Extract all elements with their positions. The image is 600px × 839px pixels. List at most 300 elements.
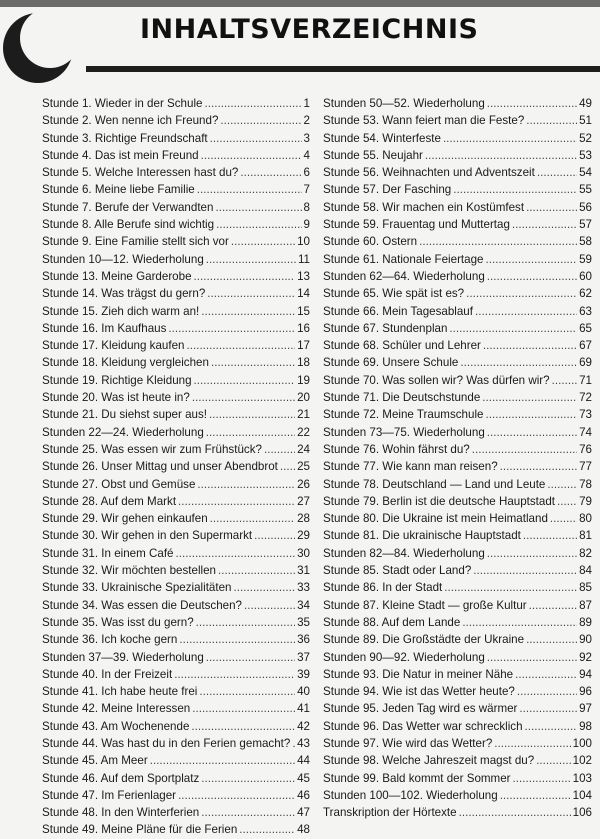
toc-entry: [42, 666, 310, 683]
toc-entry: [323, 649, 592, 666]
toc-entry-page: 7: [303, 183, 310, 197]
dot-leader: [280, 458, 295, 475]
toc-entry: [323, 510, 592, 527]
dot-leader: [194, 372, 296, 389]
toc-entry-title: Stunde 89. Die Großstädte der Ukraine: [323, 633, 525, 647]
toc-entry: [42, 164, 310, 181]
dot-leader: [513, 770, 571, 787]
toc-entry-page: 22: [297, 425, 310, 439]
toc-entry-title: Stunde 40. In der Freizeit: [42, 667, 173, 681]
toc-entry: [42, 251, 310, 268]
toc-entry-page: 41: [297, 702, 310, 716]
dot-leader: [536, 752, 570, 769]
toc-entry: [42, 95, 310, 112]
dot-leader: [485, 406, 577, 423]
toc-entry: [42, 700, 310, 717]
toc-entry: [323, 493, 592, 510]
toc-entry-title: Stunde 3. Richtige Freundschaft: [42, 131, 208, 145]
toc-entry-title: Stunde 72. Meine Traumschule: [323, 408, 484, 422]
toc-entry-title: Stunde 94. Wie ist das Wetter heute?: [323, 685, 515, 699]
toc-entry: [42, 441, 310, 458]
toc-entry-page: 52: [579, 131, 592, 145]
toc-entry-page: 46: [297, 788, 310, 802]
toc-entry-title: Stunde 70. Was sollen wir? Was dürfen wir?: [323, 373, 550, 387]
toc-entry: [42, 181, 310, 198]
toc-entry: [42, 130, 310, 147]
dot-leader: [483, 337, 577, 354]
toc-entry-title: Stunde 26. Unser Mittag und unser Abendbrot: [42, 460, 278, 474]
dot-leader: [552, 372, 577, 389]
toc-entry: [323, 268, 592, 285]
toc-entry: [323, 804, 592, 821]
toc-entry-page: 8: [303, 200, 310, 214]
toc-entry: [323, 718, 592, 735]
toc-entry: [42, 424, 310, 441]
toc-entry-page: 59: [579, 252, 592, 266]
dot-leader: [215, 199, 301, 216]
toc-entry: [323, 476, 592, 493]
title-underline: [86, 66, 600, 72]
toc-entry-page: 20: [297, 391, 310, 405]
dot-leader: [204, 95, 301, 112]
toc-entry: [323, 406, 592, 423]
toc-entry: [323, 424, 592, 441]
toc-entry-page: 37: [297, 650, 310, 664]
toc-entry-page: 30: [297, 546, 310, 560]
toc-entry-page: 27: [297, 494, 310, 508]
toc-entry-title: Stunde 46. Auf dem Sportplatz: [42, 771, 200, 785]
toc-entry-page: 47: [297, 806, 310, 820]
dot-leader: [529, 597, 577, 614]
toc-entry-page: 84: [579, 564, 592, 578]
toc-column-right: [323, 95, 592, 821]
toc-entry-title: Stunde 7. Berufe der Verwandten: [42, 200, 214, 214]
toc-entry: [42, 597, 310, 614]
toc-entry-title: Stunde 81. Die ukrainische Hauptstadt: [323, 529, 521, 543]
dot-leader: [460, 354, 577, 371]
toc-entry-page: 51: [579, 114, 592, 128]
toc-entry-page: 92: [579, 650, 592, 664]
dot-leader: [186, 337, 295, 354]
dot-leader: [175, 545, 295, 562]
toc-entry-title: Stunde 25. Was essen wir zum Frühstück?: [42, 442, 262, 456]
toc-entry-title: Stunde 18. Kleidung vergleichen: [42, 356, 209, 370]
toc-entry: [323, 216, 592, 233]
toc-entry-page: 76: [579, 442, 592, 456]
toc-entry: [323, 130, 592, 147]
toc-entry-page: 1: [303, 97, 310, 110]
toc-entry-title: Stunde 99. Bald kommt der Sommer: [323, 771, 511, 785]
toc-entry: [323, 389, 592, 406]
toc-entry: [42, 389, 310, 406]
dot-leader: [201, 804, 295, 821]
dot-leader: [199, 683, 295, 700]
dot-leader: [425, 147, 577, 164]
dot-leader: [264, 441, 295, 458]
toc-entry: [42, 510, 310, 527]
toc-entry: [42, 718, 310, 735]
toc-entry-title: Stunde 19. Richtige Kleidung: [42, 373, 192, 387]
toc-entry-page: 4: [303, 148, 310, 162]
toc-entry-title: Stunde 2. Wen nenne ich Freund?: [42, 114, 219, 128]
toc-entry-page: 34: [297, 598, 310, 612]
toc-entry-page: 49: [579, 97, 592, 110]
toc-entry-title: Stunde 57. Der Fasching: [323, 183, 452, 197]
dot-leader: [206, 251, 296, 268]
toc-entry-title: Stunde 71. Die Deutschstunde: [323, 391, 481, 405]
toc-entry-page: 97: [579, 702, 592, 716]
toc-entry: [42, 406, 310, 423]
toc-entry-title: Stunde 85. Stadt oder Land?: [323, 564, 472, 578]
toc-entry-page: 3: [303, 131, 310, 145]
toc-entry-page: 16: [297, 321, 310, 335]
toc-entry: [42, 337, 310, 354]
toc-entry: [42, 354, 310, 371]
toc-entry: [42, 527, 310, 544]
dot-leader: [191, 718, 295, 735]
dot-leader: [201, 303, 295, 320]
toc-column-left: [42, 95, 310, 839]
toc-entry-title: Stunde 44. Was hast du in den Ferien gemacht?: [42, 736, 291, 750]
dot-leader: [210, 510, 295, 527]
toc-entry-page: 31: [297, 564, 310, 578]
toc-entry: [323, 354, 592, 371]
dot-leader: [194, 268, 296, 285]
toc-entry-page: 72: [579, 391, 592, 405]
toc-entry: [42, 320, 310, 337]
toc-entry: [42, 821, 310, 838]
dot-leader: [500, 787, 571, 804]
toc-entry-title: Stunde 16. Im Kaufhaus: [42, 321, 167, 335]
toc-entry-title: Stunde 28. Auf dem Markt: [42, 494, 177, 508]
toc-entry-page: 19: [297, 373, 310, 387]
toc-entry-page: 100: [572, 736, 592, 750]
dot-leader: [473, 562, 577, 579]
toc-entry-title: Stunde 80. Die Ukraine ist mein Heimatland: [323, 512, 548, 526]
dot-leader: [494, 735, 570, 752]
toc-entry-page: 44: [297, 754, 310, 768]
toc-entry: [42, 804, 310, 821]
toc-entry-page: 69: [579, 356, 592, 370]
toc-entry-page: 104: [572, 788, 592, 802]
toc-entry: [42, 683, 310, 700]
toc-entry: [323, 458, 592, 475]
toc-entry-title: Stunde 31. In einem Café: [42, 546, 174, 560]
toc-entry-page: 98: [579, 719, 592, 733]
dot-leader: [218, 562, 295, 579]
toc-entry-page: 33: [297, 581, 310, 595]
toc-entry: [323, 233, 592, 250]
toc-entry-title: Stunde 45. Am Meer: [42, 754, 148, 768]
toc-entry-title: Stunde 47. Im Ferienlager: [42, 788, 177, 802]
top-border: [0, 0, 600, 7]
toc-entry-title: Stunde 68. Schüler und Lehrer: [323, 339, 481, 353]
toc-entry: [323, 251, 592, 268]
dot-leader: [220, 112, 301, 129]
dot-leader: [487, 649, 577, 666]
toc-entry-title: Stunde 65. Wie spät ist es?: [323, 287, 465, 301]
toc-entry-title: Stunden 62—64. Wiederholung: [323, 269, 485, 283]
toc-entry: [323, 787, 592, 804]
dot-leader: [482, 389, 577, 406]
toc-entry: [42, 631, 310, 648]
toc-entry: [323, 683, 592, 700]
toc-entry-page: 53: [579, 148, 592, 162]
dot-leader: [487, 424, 577, 441]
dot-leader: [244, 597, 295, 614]
toc-entry-page: 85: [579, 581, 592, 595]
dot-leader: [472, 441, 577, 458]
toc-entry-page: 29: [297, 529, 310, 543]
toc-entry: [42, 112, 310, 129]
toc-entry-title: Stunde 96. Das Wetter war schrecklich: [323, 719, 523, 733]
dot-leader: [449, 320, 577, 337]
dot-leader: [462, 614, 577, 631]
toc-entry-title: Stunde 8. Alle Berufe sind wichtig: [42, 218, 215, 232]
dot-leader: [174, 666, 295, 683]
toc-entry-page: 65: [579, 321, 592, 335]
dot-leader: [179, 631, 295, 648]
toc-entry-title: Stunde 30. Wir gehen in den Supermarkt: [42, 529, 253, 543]
dot-leader: [178, 493, 295, 510]
toc-entry: [323, 752, 592, 769]
dot-leader: [233, 579, 295, 596]
toc-entry-title: Stunde 5. Welche Interessen hast du?: [42, 166, 239, 180]
toc-entry-page: 36: [297, 633, 310, 647]
toc-entry: [42, 787, 310, 804]
toc-entry: [323, 666, 592, 683]
toc-entry: [42, 476, 310, 493]
toc-entry-title: Stunden 82—84. Wiederholung: [323, 546, 485, 560]
toc-entry: [323, 337, 592, 354]
dot-leader: [517, 683, 577, 700]
toc-entry-title: Stunde 34. Was essen die Deutschen?: [42, 598, 243, 612]
dot-leader: [526, 199, 577, 216]
toc-entry-title: Stunde 98. Welche Jahreszeit magst du?: [323, 754, 535, 768]
toc-entry: [323, 527, 592, 544]
toc-entry-title: Stunde 17. Kleidung kaufen: [42, 339, 185, 353]
toc-entry-title: Stunde 33. Ukrainische Spezialitäten: [42, 581, 232, 595]
toc-entry-page: 67: [579, 339, 592, 353]
dot-leader: [168, 320, 295, 337]
toc-entry-title: Stunde 59. Frauentag und Muttertag: [323, 218, 510, 232]
toc-entry-title: Transkription der Hörtexte: [323, 806, 457, 820]
toc-entry: [42, 649, 310, 666]
dot-leader: [453, 181, 577, 198]
dot-leader: [206, 424, 295, 441]
dot-leader: [196, 614, 295, 631]
toc-entry-page: 56: [579, 200, 592, 214]
toc-entry-page: 25: [297, 460, 310, 474]
toc-entry-title: Stunde 95. Jeden Tag wird es wärmer: [323, 702, 518, 716]
toc-entry-page: 10: [297, 235, 310, 249]
toc-entry-page: 71: [579, 373, 592, 387]
toc-entry-page: 18: [297, 356, 310, 370]
toc-entry-page: 54: [579, 166, 592, 180]
crescent-moon-icon: [0, 4, 86, 84]
dot-leader: [216, 216, 301, 233]
toc-entry-page: 102: [572, 754, 592, 768]
dot-leader: [557, 493, 577, 510]
dot-leader: [550, 510, 577, 527]
toc-entry-page: 55: [579, 183, 592, 197]
toc-entry-title: Stunde 41. Ich habe heute frei: [42, 685, 198, 699]
toc-entry: [42, 303, 310, 320]
toc-entry-page: 79: [579, 494, 592, 508]
toc-entry: [323, 545, 592, 562]
toc-entry-page: 9: [303, 218, 310, 232]
toc-entry-title: Stunde 42. Meine Interessen: [42, 702, 191, 716]
toc-entry: [42, 752, 310, 769]
toc-entry-page: 57: [579, 218, 592, 232]
toc-entry-page: 82: [579, 546, 592, 560]
dot-leader: [526, 112, 577, 129]
dot-leader: [487, 95, 577, 112]
toc-entry-title: Stunde 9. Eine Familie stellt sich vor: [42, 235, 229, 249]
toc-entry: [323, 164, 592, 181]
page-title: INHALTSVERZEICHNIS: [140, 14, 479, 45]
toc-entry: [42, 147, 310, 164]
toc-entry-page: 87: [579, 598, 592, 612]
toc-entry-title: Stunde 86. In der Stadt: [323, 581, 443, 595]
toc-entry-page: 2: [303, 114, 310, 128]
toc-entry: [42, 579, 310, 596]
toc-entry-title: Stunde 60. Ostern: [323, 235, 418, 249]
toc-entry-page: 62: [579, 287, 592, 301]
toc-entry-page: 103: [572, 771, 592, 785]
dot-leader: [512, 216, 577, 233]
toc-entry: [323, 147, 592, 164]
toc-entry-page: 78: [579, 477, 592, 491]
toc-entry-page: 13: [297, 269, 310, 283]
toc-entry-page: 96: [579, 685, 592, 699]
dot-leader: [526, 631, 577, 648]
toc-entry: [323, 614, 592, 631]
dot-leader: [515, 666, 577, 683]
toc-entry: [42, 735, 310, 752]
toc-entry: [42, 372, 310, 389]
toc-entry-page: 14: [297, 287, 310, 301]
dot-leader: [443, 130, 577, 147]
toc-entry-title: Stunde 66. Mein Tagesablauf: [323, 304, 473, 318]
toc-entry-title: Stunden 50—52. Wiederholung: [323, 97, 485, 110]
toc-entry-page: 6: [303, 166, 310, 180]
dot-leader: [178, 787, 295, 804]
dot-leader: [487, 545, 577, 562]
toc-entry-title: Stunde 48. In den Winterferien: [42, 806, 200, 820]
toc-entry-page: 90: [579, 633, 592, 647]
toc-entry: [323, 320, 592, 337]
toc-entry-page: 40: [297, 685, 310, 699]
toc-entry-title: Stunde 27. Obst und Gemüse: [42, 477, 196, 491]
toc-entry: [323, 112, 592, 129]
toc-entry-title: Stunde 88. Auf dem Lande: [323, 615, 461, 629]
toc-entry-page: 81: [579, 529, 592, 543]
toc-entry-title: Stunden 10—12. Wiederholung: [42, 252, 204, 266]
toc-entry-page: 11: [297, 252, 310, 266]
toc-entry: [323, 631, 592, 648]
dot-leader: [487, 268, 577, 285]
toc-entry-title: Stunde 69. Unsere Schule: [323, 356, 459, 370]
toc-entry: [323, 372, 592, 389]
toc-entry-title: Stunde 4. Das ist mein Freund: [42, 148, 199, 162]
dot-leader: [210, 130, 302, 147]
toc-entry-page: 42: [297, 719, 310, 733]
toc-entry-page: 28: [297, 512, 310, 526]
toc-entry-page: 94: [579, 667, 592, 681]
dot-leader: [486, 251, 578, 268]
toc-entry-title: Stunde 29. Wir gehen einkaufen: [42, 512, 208, 526]
dot-leader: [211, 354, 295, 371]
toc-entry: [323, 597, 592, 614]
toc-entry: [323, 562, 592, 579]
dot-leader: [207, 285, 295, 302]
dot-leader: [466, 285, 577, 302]
dot-leader: [192, 389, 295, 406]
toc-entry: [323, 770, 592, 787]
toc-entry-title: Stunde 36. Ich koche gern: [42, 633, 178, 647]
toc-entry-page: 24: [297, 442, 310, 456]
toc-entry: [42, 545, 310, 562]
dot-leader: [444, 579, 577, 596]
toc-entry: [42, 493, 310, 510]
toc-entry-title: Stunde 35. Was isst du gern?: [42, 615, 194, 629]
toc-entry: [323, 735, 592, 752]
toc-entry-page: 63: [579, 304, 592, 318]
toc-entry-title: Stunde 6. Meine liebe Familie: [42, 183, 195, 197]
dot-leader: [254, 527, 295, 544]
dot-leader: [419, 233, 577, 250]
toc-entry: [42, 285, 310, 302]
toc-entry-title: Stunde 77. Wie kann man reisen?: [323, 460, 498, 474]
toc-entry-page: 80: [579, 512, 592, 526]
dot-leader: [500, 458, 577, 475]
toc-entry: [323, 199, 592, 216]
toc-entry-page: 21: [297, 408, 310, 422]
toc-entry-page: 73: [579, 408, 592, 422]
dot-leader: [523, 527, 577, 544]
dot-leader: [197, 476, 295, 493]
toc-entry-page: 43: [297, 736, 310, 750]
toc-entry-title: Stunde 78. Deutschland — Land und Leute: [323, 477, 546, 491]
dot-leader: [537, 164, 577, 181]
toc-entry-page: 77: [579, 460, 592, 474]
toc-entry: [323, 95, 592, 112]
dot-leader: [150, 752, 295, 769]
toc-entry-page: 26: [297, 477, 310, 491]
toc-entry: [42, 233, 310, 250]
toc-entry-page: 48: [297, 823, 310, 837]
toc-entry-title: Stunden 22—24. Wiederholung: [42, 425, 204, 439]
toc-entry: [42, 770, 310, 787]
toc-entry-page: 17: [297, 339, 310, 353]
dot-leader: [240, 164, 301, 181]
toc-entry-page: 15: [297, 304, 310, 318]
toc-entry-page: 58: [579, 235, 592, 249]
toc-entry-title: Stunde 21. Du siehst super aus!: [42, 408, 207, 422]
dot-leader: [231, 233, 295, 250]
toc-entry: [323, 285, 592, 302]
toc-entry: [42, 199, 310, 216]
toc-entry-title: Stunde 67. Stundenplan: [323, 321, 448, 335]
toc-entry-title: Stunde 54. Winterfeste: [323, 131, 441, 145]
toc-entry: [323, 700, 592, 717]
toc-entry-title: Stunde 32. Wir möchten bestellen: [42, 564, 217, 578]
toc-entry: [42, 216, 310, 233]
dot-leader: [292, 735, 295, 752]
toc-entry-title: Stunde 49. Meine Pläne für die Ferien: [42, 823, 238, 837]
toc-entry-title: Stunde 55. Neujahr: [323, 148, 423, 162]
